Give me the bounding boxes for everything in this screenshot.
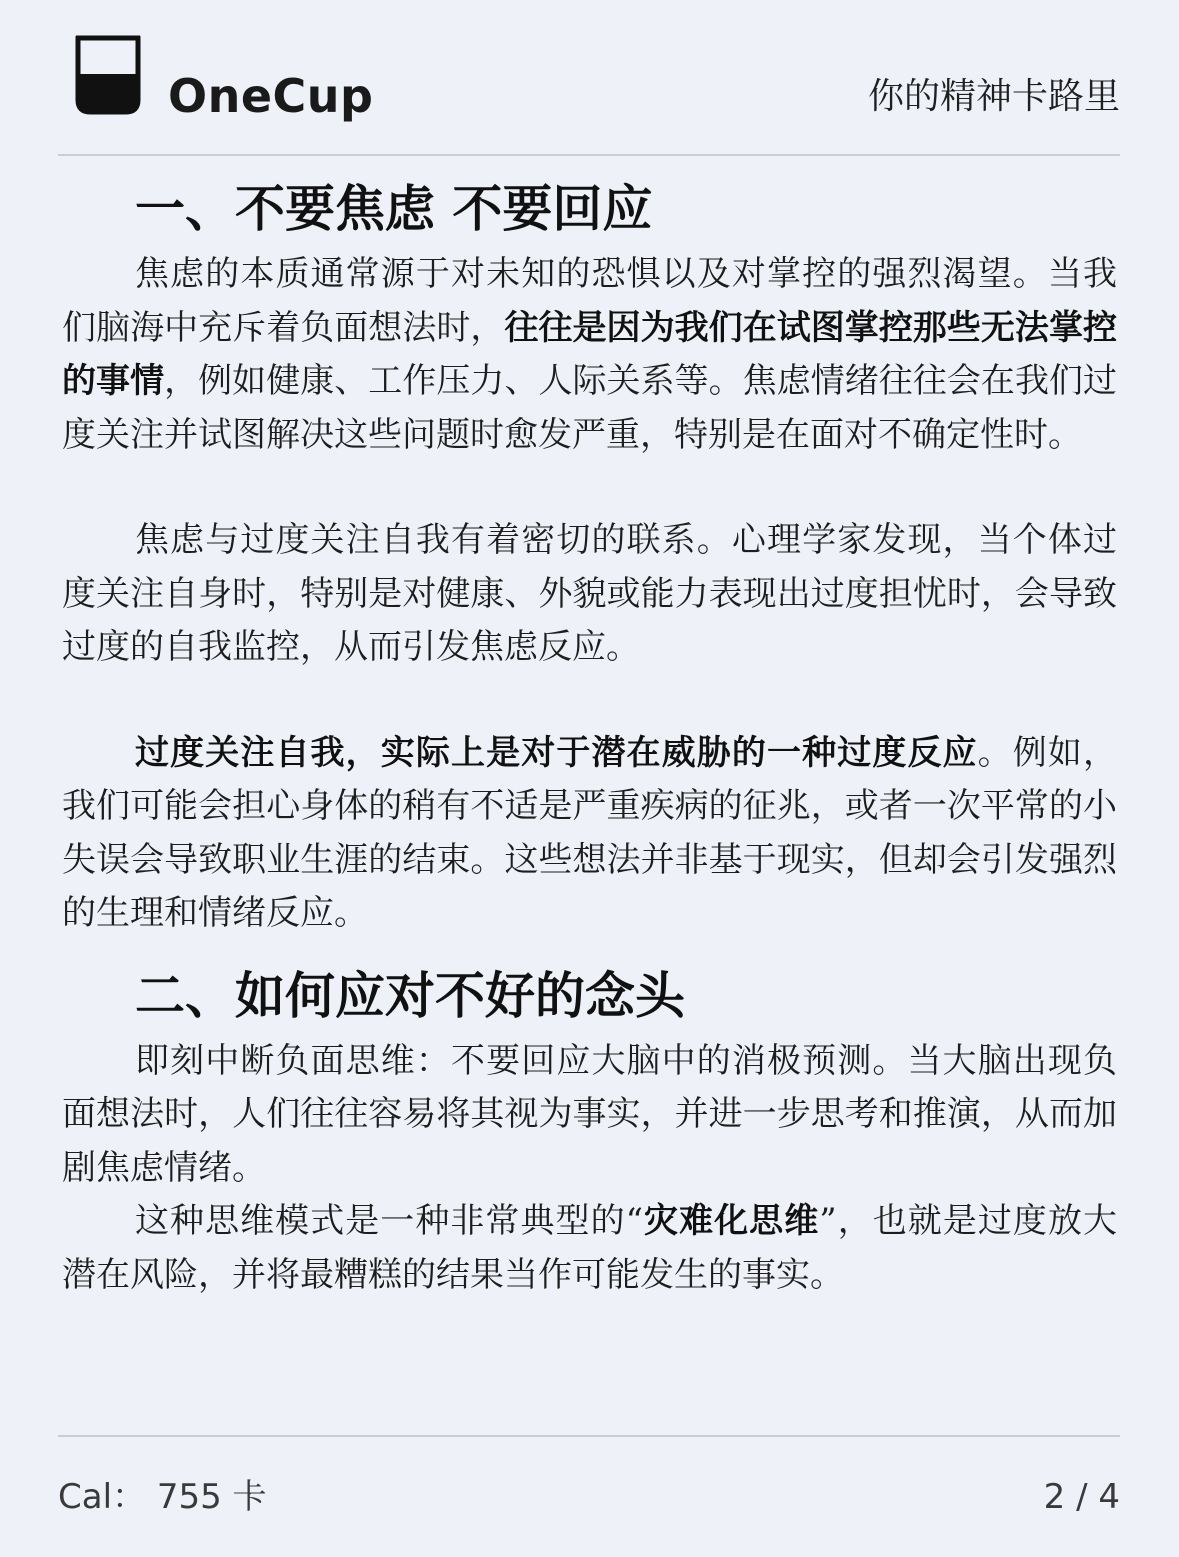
emphasis: 往往是因为我们在试图掌控那些无法掌控的事情 [62, 307, 1118, 401]
section-title-2: 二、如何应对不好的念头 [135, 965, 685, 1025]
footer-divider [58, 1435, 1120, 1437]
brand-name: OneCup [168, 69, 374, 123]
paragraph: 焦虑与过度关注自我有着密切的联系。心理学家发现，当个体过度关注自身时，特别是对健康、外貌或能力表现出过度担忧时，会导致过度的自我监控，从而引发焦虑反应。 [62, 520, 1117, 667]
paragraph: 这种思维模式是一种非常典型的“灾难化思维”，也就是过度放大潜在风险，并将最糟糕的结果当作可能发生的事实。 [62, 1201, 1117, 1295]
paragraph: 过度关注自我，实际上是对于潜在威胁的一种过度反应。例如，我们可能会担心身体的稍有不适是严重疾病的征兆，或者一次平常的小失误会导致职业生涯的结束。这些想法并非基于现实，但却会引发强烈的生理和情绪反应。 [62, 732, 1118, 933]
emphasis: 灾难化思维 [643, 1201, 820, 1241]
header-divider [58, 154, 1120, 156]
article-body [62, 170, 1117, 1302]
tagline: 你的精神卡路里 [867, 76, 1120, 117]
header [58, 28, 1120, 138]
section-title-1: 一、不要焦虑 不要回应 [135, 179, 653, 238]
paragraph: 即刻中断负面思维：不要回应大脑中的消极预测。当大脑出现负面想法时，人们往往容易将其视为事实，并进一步思考和推演，从而加剧焦虑情绪。 [62, 1040, 1117, 1188]
calorie-count: Cal： 755 卡 [58, 1477, 267, 1517]
page-indicator: 2 / 4 [1043, 1477, 1120, 1517]
cup-icon [74, 28, 142, 118]
emphasis: 过度关注自我，实际上是对于潜在威胁的一种过度反应 [135, 732, 978, 773]
paragraph: 焦虑的本质通常源于对未知的恐惧以及对掌控的强烈渴望。当我们脑海中充斥着负面想法时，往往是因为我们在试图掌控那些无法掌控的事情，例如健康、工作压力、人际关系等。焦虑情绪往往会在我们过度关注并试图解决这些问题时愈发严重，特别是在面对不确定性时。 [62, 254, 1118, 455]
